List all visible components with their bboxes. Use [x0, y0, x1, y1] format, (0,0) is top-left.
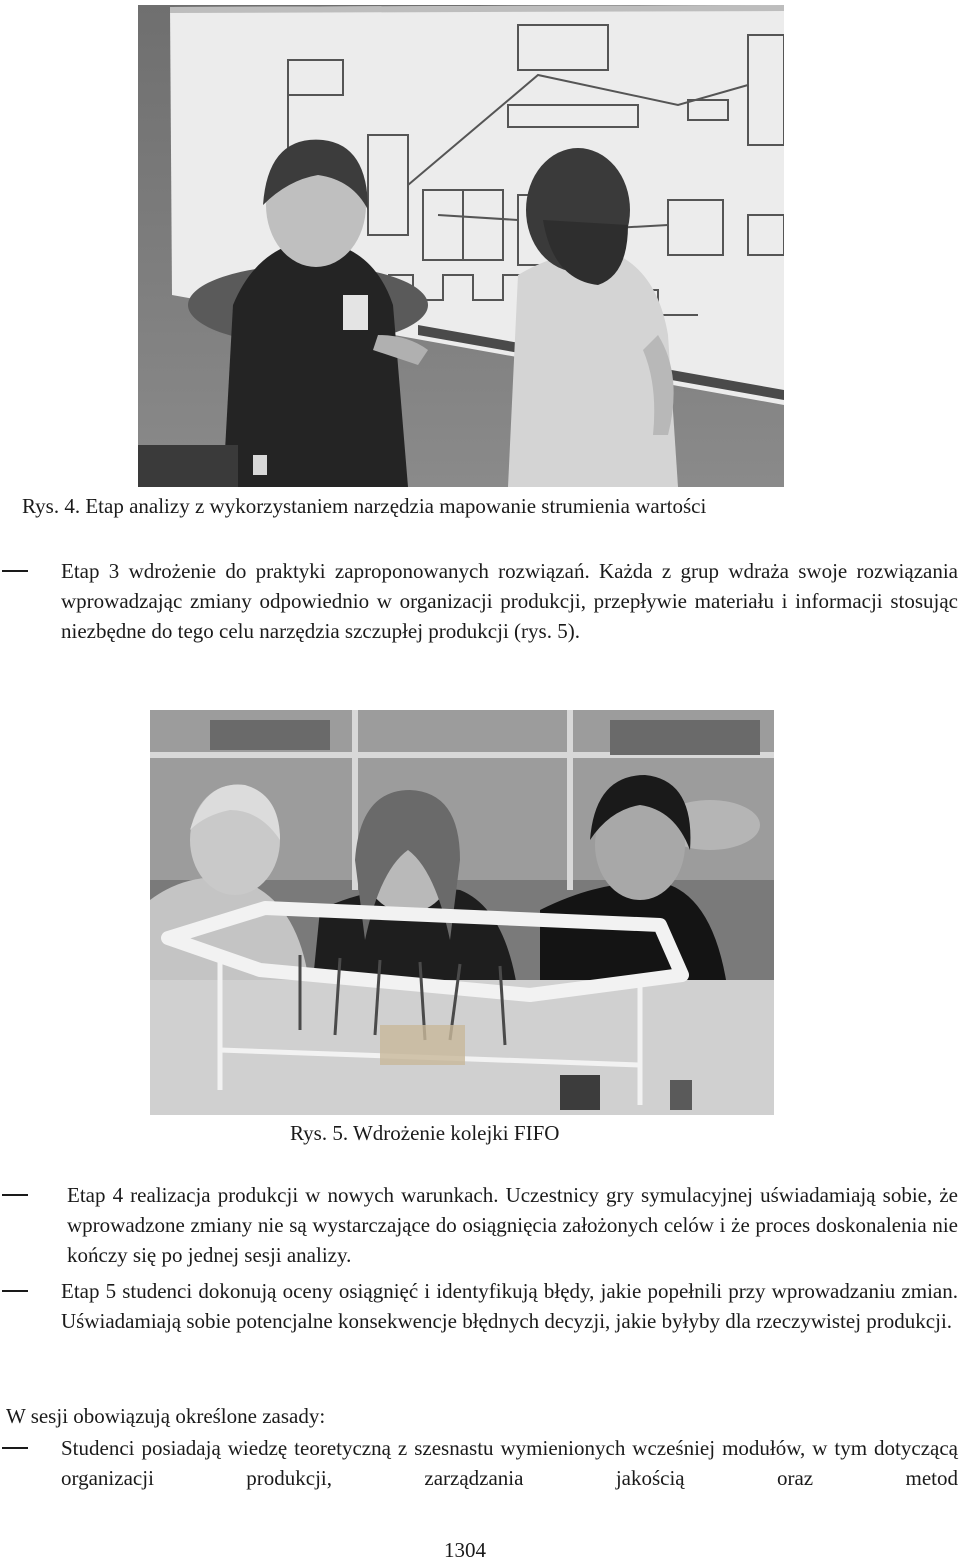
rules-intro: W sesji obowiązują określone zasady:	[6, 1404, 326, 1428]
figure-5-image	[150, 710, 774, 1115]
list-item-text: Etap 5 studenci dokonują oceny osiągnięć i identyfikują błędy, jakie popełnili przy wprowadzaniu zmian. Uświadamiają sobie potencjalne konsekwencje błędnych decyzji, jakie byłyby dla rzeczywistej produkcji.	[61, 1279, 958, 1333]
list-item	[0, 1276, 960, 1336]
page-number: 1304	[444, 1538, 486, 1562]
figure-4-image	[138, 5, 784, 487]
dash-bullet	[2, 1194, 28, 1196]
dash-bullet	[2, 1290, 28, 1292]
list-item-text: Studenci posiadają wiedzę teoretyczną z szesnastu wymienionych wcześniej modułów, w tym dotyczącą organizacji produkcji, zarządzania jakością oraz metod	[61, 1436, 958, 1490]
list-item	[0, 1433, 960, 1493]
figure-4-photo	[138, 5, 784, 487]
figure-5-caption: Rys. 5. Wdrożenie kolejki FIFO	[290, 1121, 560, 1145]
list-item-text: Etap 3 wdrożenie do praktyki zaproponowanych rozwiązań. Każda z grup wdraża swoje rozwiązania wprowadzając zmiany odpowiednio w organizacji produkcji, przepływie materiału i informacji stosując niezbędne do tego celu narzędzia szczupłej produkcji (rys. 5).	[61, 559, 958, 643]
figure-4-caption: Rys. 4. Etap analizy z wykorzystaniem narzędzia mapowanie strumienia wartości	[22, 494, 707, 518]
list-item	[0, 1180, 960, 1270]
list-item-text: Etap 4 realizacja produkcji w nowych warunkach. Uczestnicy gry symulacyjnej uświadamiają sobie, że wprowadzone zmiany nie są wystarczające do osiągnięcia założonych celów i że proces doskonalenia nie kończy się po jednej sesji analizy.	[67, 1183, 958, 1267]
page-number-container	[0, 1537, 960, 1563]
figure-5-photo	[150, 710, 774, 1115]
list-item	[0, 556, 960, 646]
dash-bullet	[2, 570, 28, 572]
dash-bullet	[2, 1447, 28, 1449]
